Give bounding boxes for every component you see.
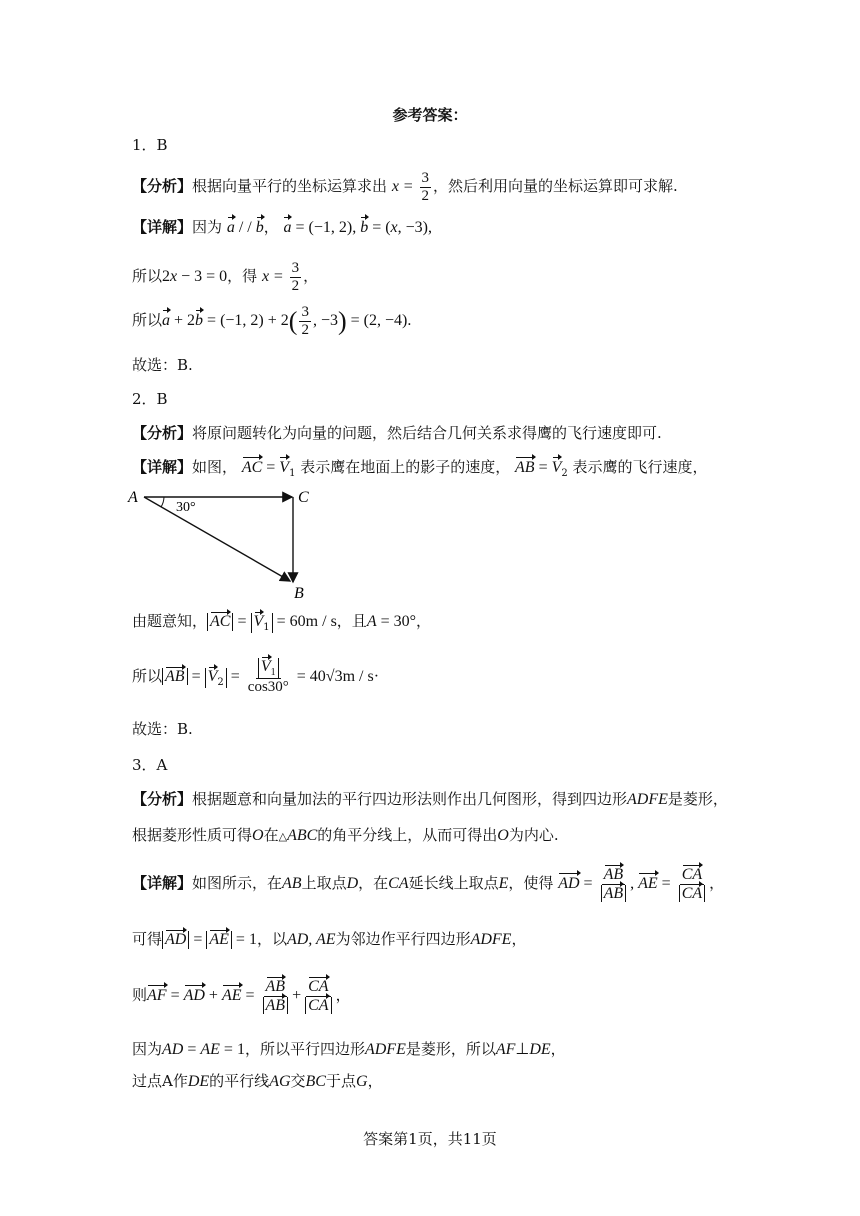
label-b: B [294,585,304,600]
label-c: C [298,489,309,506]
angle-label: 30° [176,500,196,515]
q3-step-5: 过点A作DE的平行线AG交BC于点G， [132,1072,383,1090]
angle-arc [161,497,164,507]
q1-step-3: 所以a + 2b = (−1, 2) + 2( $\frac{3}{2}$ , −3) = (2, −4). [132,304,412,338]
q2-answer: 2．B [132,390,168,408]
q1-choice: 故选：B. [132,356,193,374]
q3-step-3: 则AF = AD + AE = $\frac{AB}{AB}$ + $\frac{CA}{CA}$ ， [132,978,351,1014]
q2-detail: 【详解】如图， AC = $V_1$ 表示鹰在地面上的影子的速度， AB = $V_2$ 表示鹰的飞行速度， [132,458,708,479]
label-a: A [128,489,138,506]
q1-answer: 1．B [132,136,168,154]
q3-analysis-1: 【分析】根据题意和向量加法的平行四边形法则作出几何图形，得到四边形ADFE是菱形， [132,790,728,808]
q3-detail: 【详解】如图所示，在AB上取点D，在CA延长线上取点E，使得 AD = $\frac{AB}{AB}$ , AE = $\frac{CA}{CA}$ ， [132,866,725,902]
q1-analysis: 【分析】根据向量平行的坐标运算求出 x = $\frac{3}{2}$ ，然后利用向量的坐标运算即可求解. [132,170,678,204]
q2-analysis: 【分析】将原问题转化为向量的问题，然后结合几何关系求得鹰的飞行速度即可. [132,424,662,442]
vector-ab [144,497,290,581]
q3-answer: 3．A [132,756,168,774]
q2-step-2: 由题意知， AC = $V_1 = 60m / s$，且A = 30°， [132,612,432,633]
q2-step-3: 所以 AB = $V_2$ = $\frac{V_1}{\cos 30^\circ}$ = 40√3m / s· [132,658,380,695]
page-title: 参考答案： [392,106,468,124]
page-footer: 答案第1页，共11页 [363,1130,497,1148]
q3-step-4: 因为AD = AE = 1，所以平行四边形ADFE是菱形，所以AF⊥DE， [132,1040,566,1058]
q1-detail: 【详解】因为 a / / b， a = (−1, 2), b = (x, −3), [132,218,433,236]
q1-step-2: 所以2x − 3 = 0，得 x = $\frac{3}{2}$ ， [132,260,319,294]
q2-choice: 故选：B. [132,720,193,738]
q3-step-2: 可得 AD = AE = 1，以AD, AE为邻边作平行四边形ADFE， [132,930,527,948]
q2-triangle-figure [124,486,324,600]
q3-analysis-2: 根据菱形性质可得O在△ABC的角平分线上，从而可得出O为内心. [132,826,559,844]
